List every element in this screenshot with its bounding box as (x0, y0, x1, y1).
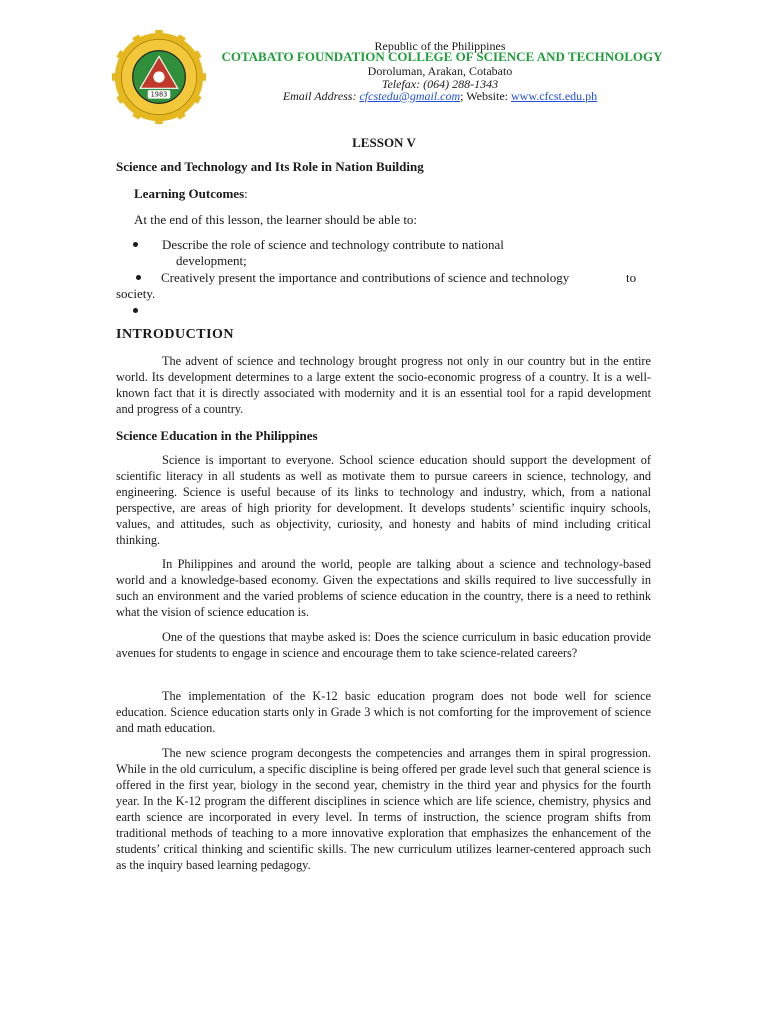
bullet-2-line2: society. (116, 286, 156, 301)
bullet-1-line1: Describe the role of science and technology contribute to national (162, 237, 504, 252)
outcomes-intro: At the end of this lesson, the learner should be able to: (134, 212, 418, 227)
seal-center-icon (153, 71, 164, 82)
science-paragraph-1: Science is important to everyone. School science education should support the development of scientific literacy in all students as well as motivate them to pursue careers in science, technology, and engineering. Science is useful because of its links to technology and industry, which, from a national perspective, are areas of high priority for development. It develops students’ scientific inquiry schools, values, and attitudes, such as objectivity, curiosity, and honesty and habits of mind including critical thinking. (116, 453, 651, 547)
seal-year: 1983 (150, 90, 168, 99)
website-link[interactable]: www.cfcst.edu.ph (510, 89, 598, 103)
science-paragraph-2: In Philippines and around the world, people are talking about a science and technology-based world and a knowledge-based economy. Given the expectations and skills required to live successfully in such an environment and the varied problems of science education in the country, there is a need to rethink what the vision of science education is. (116, 557, 651, 619)
bullet-1-line2: development; (176, 253, 247, 268)
outcomes-heading-text: Learning Outcomes (134, 186, 245, 201)
email-label: Email Address: (282, 89, 357, 103)
header-address: Doroluman, Arakan, Cotabato (367, 64, 513, 78)
bullet-dot-icon (133, 308, 138, 313)
outcome-bullet-1 (162, 237, 542, 269)
bullet-dot-icon (133, 242, 138, 247)
bullet-2-to: to (626, 270, 637, 285)
website-label: ; Website: (460, 89, 508, 103)
lesson-title: Science and Technology and Its Role in Nation Building (116, 159, 424, 174)
header-telefax: Telefax: (064) 288-1343 (381, 77, 499, 91)
email-link[interactable]: cfcstedu@gmail.com (359, 89, 461, 103)
header-college-name: COTABATO FOUNDATION COLLEGE OF SCIENCE AND TECHNOLOGY (221, 49, 663, 64)
college-seal-logo (112, 30, 206, 124)
header-republic: Republic of the Philippines (374, 39, 506, 53)
bullet-2-line1: Creatively present the importance and contributions of science and technology (161, 270, 570, 285)
header-contact-line (200, 89, 680, 103)
introduction-paragraph: The advent of science and technology brought progress not only in our country but in the entire world. Its development determines to a large extent the socio-economic progress of a country. It is a well-known fact that it is directly associated with modernity and it is an essential tool for a rapid development and progress of a country. (116, 354, 651, 416)
science-paragraph-3: One of the questions that maybe asked is: Does the science curriculum in basic education provide avenues for students to engage in science and encourage them to take science-related careers? (116, 630, 651, 660)
science-paragraph-5: The new science program decongests the competencies and arranges them in spiral progression. While in the old curriculum, a specific discipline is being offered per grade level such that general science is offered in the first year, biology in the second year, chemistry in the third year and physics for the fourth year. In the K-12 program the different disciplines in science which are life science, chemistry, physics and earth science are incorporated in every level. In terms of instruction, the science program shifts from traditional methods of teaching to a more innovative exploration that emphasizes the enhancement of the students’ critical thinking and scientific skills. The new curriculum utilizes learner-centered approach such as the inquiry based learning pedagogy. (116, 746, 651, 872)
science-paragraph-4: The implementation of the K-12 basic education program does not bode well for science education. Science education starts only in Grade 3 which is not comforting for the improvement of science and math education. (116, 689, 651, 735)
learning-outcomes-heading (134, 186, 248, 202)
lesson-number: LESSON V (352, 135, 416, 150)
introduction-heading: INTRODUCTION (116, 327, 235, 342)
science-education-heading: Science Education in the Philippines (116, 428, 318, 443)
outcomes-colon: : (244, 186, 248, 201)
outcome-bullet-2 (116, 270, 656, 302)
